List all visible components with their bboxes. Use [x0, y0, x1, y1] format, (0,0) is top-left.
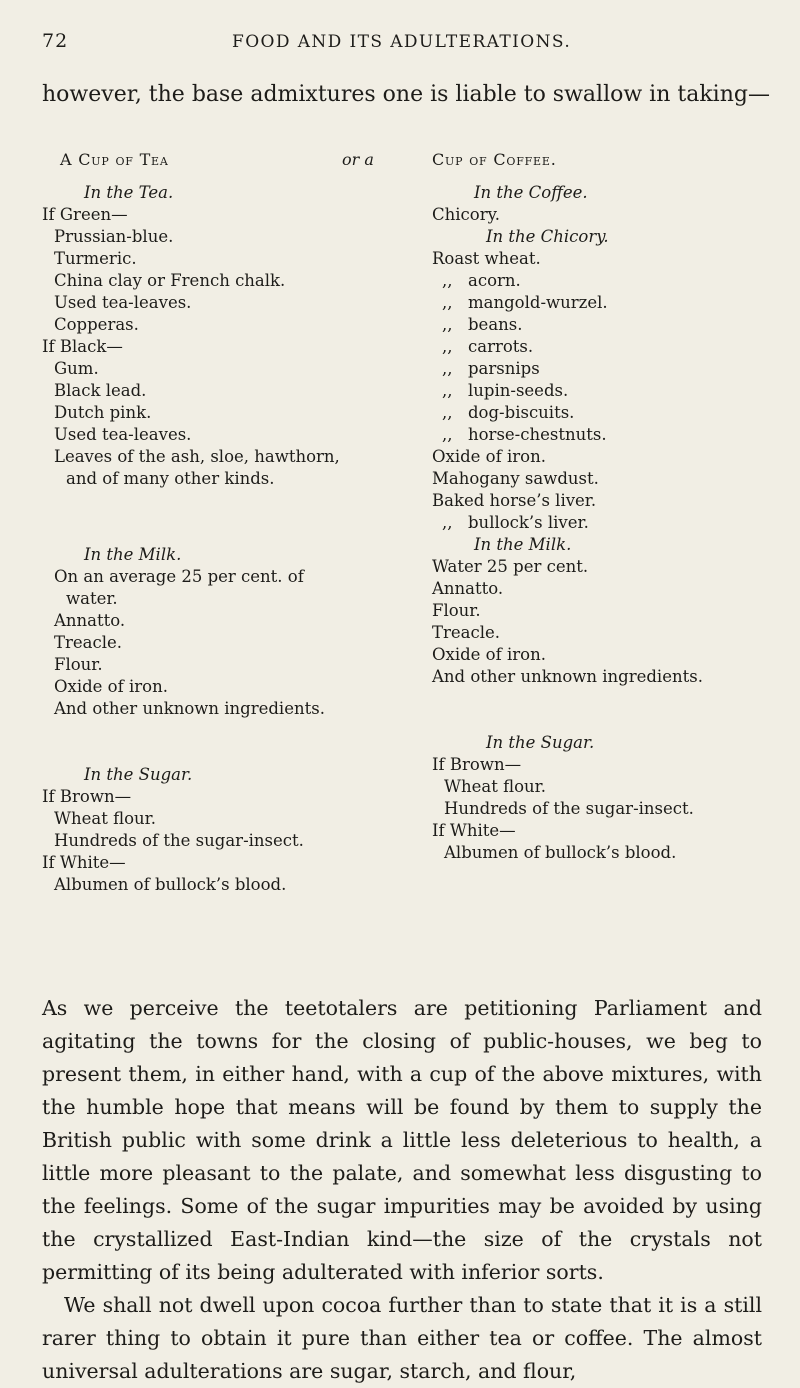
tea-milk-list [42, 566, 402, 720]
list-item-text: If Brown— [432, 755, 522, 774]
list-item [432, 468, 792, 490]
list-item-text: If White— [432, 821, 516, 840]
list-item [432, 600, 792, 622]
list-item-text: Albumen of bullock’s blood. [444, 843, 677, 862]
coffee-milk-list [432, 556, 792, 688]
list-item [432, 314, 792, 336]
coffee-heading: In the Coffee. [474, 183, 588, 202]
list-item-text: Black lead. [54, 381, 147, 400]
list-item-text: Annatto. [54, 611, 126, 630]
list-item [42, 830, 402, 852]
list-item-text: mangold-wurzel. [468, 293, 608, 312]
list-item-text: Water 25 per cent. [432, 557, 589, 576]
list-item-text: Hundreds of the sugar-insect. [54, 831, 304, 850]
tea-column-title: A Cup of Tea [60, 150, 169, 169]
list-item [42, 610, 402, 632]
list-item-text: Copperas. [54, 315, 139, 334]
list-item [432, 270, 792, 292]
list-item-text: bullock’s liver. [468, 513, 589, 532]
list-item-text: lupin-seeds. [468, 381, 569, 400]
list-item-text: China clay or French chalk. [54, 271, 286, 290]
or-a-separator: or a [342, 150, 374, 169]
list-item-text: acorn. [468, 271, 521, 290]
coffee-sugar-list [432, 754, 792, 864]
list-item [432, 666, 792, 688]
list-item-text: If Black— [42, 337, 123, 356]
ditto-mark: ,, [442, 271, 453, 290]
coffee-sugar-heading: In the Sugar. [486, 733, 595, 752]
list-item [432, 424, 792, 446]
list-item [42, 358, 402, 380]
list-item [432, 336, 792, 358]
list-item [42, 314, 402, 336]
tea-sugar-heading: In the Sugar. [84, 765, 193, 784]
list-item [42, 588, 402, 610]
body-paragraph: We shall not dwell upon cocoa further than to state that it is a still rarer thing to obtain it pure than either tea or coffee. The almost universal adulterations are sugar, starch, and flour, [42, 1293, 762, 1383]
list-item [432, 402, 792, 424]
ditto-mark: ,, [442, 513, 453, 532]
list-item-text: Baked horse’s liver. [432, 491, 597, 510]
list-item [42, 654, 402, 676]
list-item-text: beans. [468, 315, 523, 334]
body-text [42, 992, 762, 1388]
ditto-mark: ,, [442, 315, 453, 334]
list-item-text: Gum. [54, 359, 99, 378]
list-item [42, 676, 402, 698]
list-item [432, 204, 792, 226]
list-item [42, 446, 402, 468]
list-item [42, 786, 402, 808]
list-item-text: Wheat flour. [444, 777, 546, 796]
list-item [432, 578, 792, 600]
list-item [42, 226, 402, 248]
list-item-text: Oxide of iron. [432, 645, 546, 664]
list-item [42, 874, 402, 896]
list-item [432, 820, 792, 842]
intro-text: however, the base admixtures one is liable to swallow in taking— [42, 82, 770, 107]
list-item [432, 446, 792, 468]
list-item-text: Wheat flour. [54, 809, 156, 828]
ditto-mark: ,, [442, 337, 453, 356]
list-item [42, 270, 402, 292]
coffee-column [432, 182, 792, 864]
list-item [432, 842, 792, 864]
list-item-text: Leaves of the ash, sloe, hawthorn, [54, 447, 340, 466]
coffee-milk-heading: In the Milk. [474, 535, 572, 554]
ditto-mark: ,, [442, 425, 453, 444]
list-item-text: Used tea-leaves. [54, 293, 192, 312]
chicory-heading: In the Chicory. [486, 227, 609, 246]
ditto-mark: ,, [442, 359, 453, 378]
body-paragraph: As we perceive the teetotalers are petitioning Parliament and agitating the towns for the closing of public-houses, we beg to present them, in either hand, with a cup of the above mixtures, with the humble hope that means will be found by them to supply the British public with some drink a little less deleterious to health, a little more pleasant to the palate, and somewhat less disgusting to the feelings. Some of the sugar impurities may be avoided by using the crystallized East-Indian kind—the size of the crystals not permitting of its being adulterated with inferior sorts. [42, 996, 762, 1284]
ditto-mark: ,, [442, 403, 453, 422]
ditto-mark: ,, [442, 293, 453, 312]
list-item-text: parsnips [468, 359, 540, 378]
list-item [432, 556, 792, 578]
list-item [42, 566, 402, 588]
coffee-ingredient-list [432, 204, 792, 226]
list-item [42, 852, 402, 874]
list-item-text: Roast wheat. [432, 249, 541, 268]
list-item [432, 248, 792, 270]
list-item [42, 204, 402, 226]
list-item [432, 754, 792, 776]
list-item-text: Treacle. [54, 633, 123, 652]
list-item-text: Dutch pink. [54, 403, 152, 422]
list-item [432, 512, 792, 534]
list-item-text: Oxide of iron. [432, 447, 546, 466]
list-item-text: And other unknown ingredients. [432, 667, 703, 686]
running-head: FOOD AND ITS ADULTERATIONS. [232, 32, 572, 52]
list-item-text: Albumen of bullock’s blood. [54, 875, 287, 894]
tea-ingredient-list [42, 204, 402, 490]
tea-sugar-list [42, 786, 402, 896]
list-item-text: If Green— [42, 205, 128, 224]
list-item [42, 808, 402, 830]
page-header [0, 30, 800, 54]
list-item [42, 402, 402, 424]
list-item [42, 632, 402, 654]
list-item [42, 424, 402, 446]
list-item-text: If White— [42, 853, 126, 872]
list-item [432, 490, 792, 512]
list-item-text: Prussian-blue. [54, 227, 174, 246]
list-item-text: dog-biscuits. [468, 403, 575, 422]
list-item [42, 248, 402, 270]
list-item [42, 468, 402, 490]
chicory-ingredient-list [432, 248, 792, 534]
list-item-text: Mahogany sawdust. [432, 469, 599, 488]
tea-milk-heading: In the Milk. [84, 545, 182, 564]
list-item [42, 380, 402, 402]
list-item-text: carrots. [468, 337, 534, 356]
list-item-text: and of many other kinds. [66, 469, 275, 488]
list-item [42, 698, 402, 720]
list-item-text: If Brown— [42, 787, 132, 806]
list-item-text: Treacle. [432, 623, 501, 642]
list-item [432, 292, 792, 314]
list-item-text: On an average 25 per cent. of [54, 567, 304, 586]
list-item [432, 798, 792, 820]
list-item-text: Hundreds of the sugar-insect. [444, 799, 694, 818]
list-item-text: horse-chestnuts. [468, 425, 607, 444]
ditto-mark: ,, [442, 381, 453, 400]
list-item-text: And other unknown ingredients. [54, 699, 325, 718]
list-item [42, 292, 402, 314]
list-item [432, 776, 792, 798]
list-item-text: Flour. [54, 655, 103, 674]
list-item [432, 380, 792, 402]
list-item [42, 336, 402, 358]
list-item-text: Chicory. [432, 205, 500, 224]
list-item-text: Oxide of iron. [54, 677, 168, 696]
list-item [432, 644, 792, 666]
list-item [432, 358, 792, 380]
tea-heading: In the Tea. [84, 183, 174, 202]
list-item-text: Used tea-leaves. [54, 425, 192, 444]
list-item-text: water. [66, 589, 118, 608]
tea-column [42, 182, 402, 896]
coffee-column-title: Cup of Coffee. [432, 150, 557, 169]
list-item [432, 622, 792, 644]
list-item-text: Annatto. [432, 579, 504, 598]
page-number: 72 [42, 30, 69, 52]
list-item-text: Flour. [432, 601, 481, 620]
list-item-text: Turmeric. [54, 249, 137, 268]
